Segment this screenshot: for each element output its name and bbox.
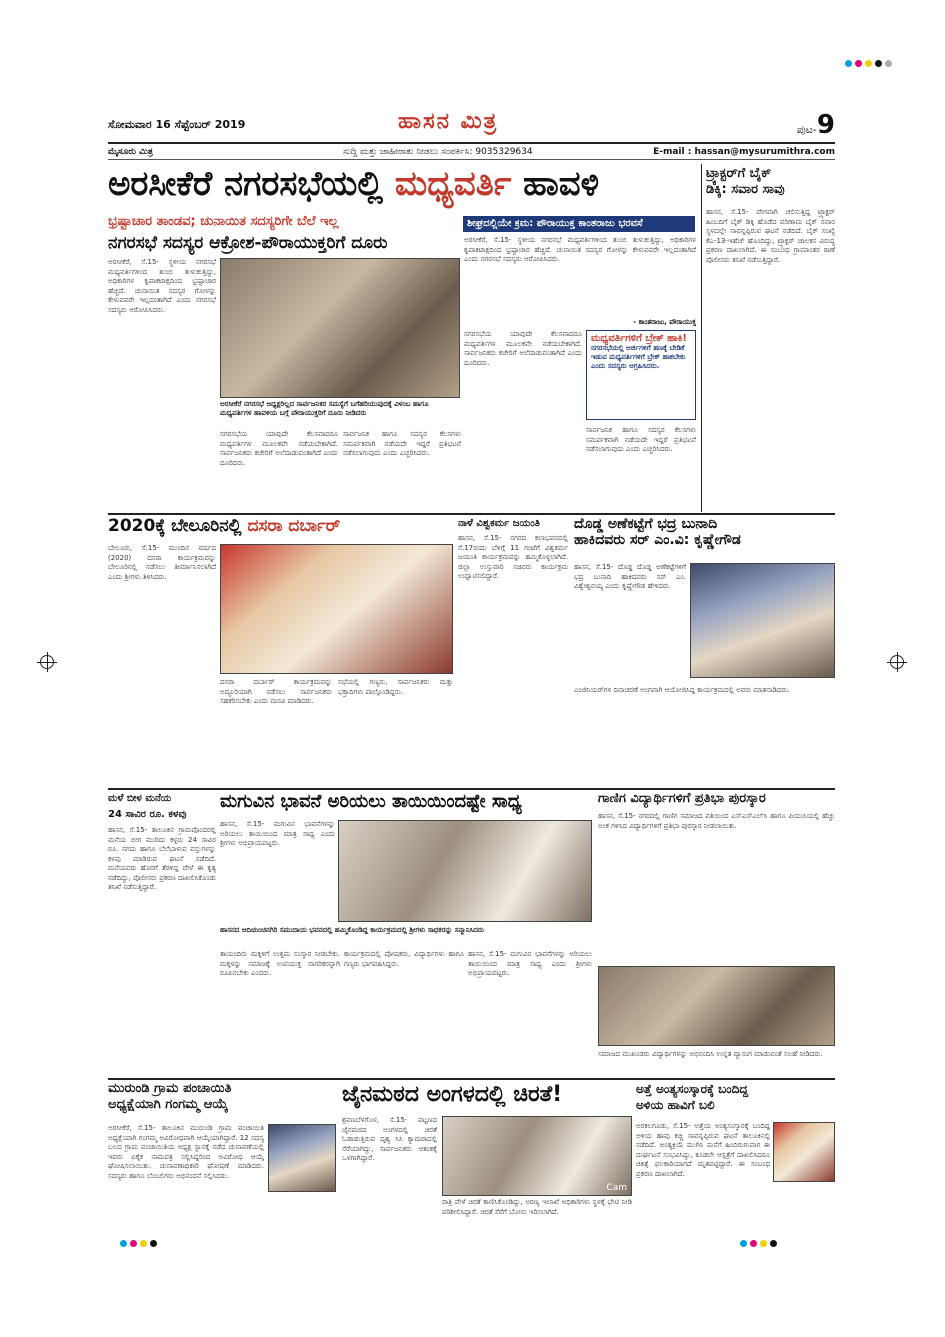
lead-callout: ಮಧ್ಯವರ್ತಿಗಳಿಗೆ ಬ್ರೇಕ್ ಹಾಕಿ! ನಗರಸಭೆಯಲ್ಲಿ ಅರ್ಜಿಗಳಿಗೆ ಹಣಕ್ಕೆ ಬೇಡಿಕೆ ಇಡುವ ಮಧ್ಯವರ್ತಿಗಳಿಗೆ ಬ್ರೇಕ್ ಹಾಕಬೇಕು ಎಂದು ಸದಸ್ಯರು ಆಗ್ರಹಿಸಿದರು.	[586, 330, 696, 420]
lead-body-col5: ನಗರಸಭೆಯ ಯಾವುದೇ ಕೆಲಸವಾದರೂ ಮಧ್ಯವರ್ತಿಗಳ ಮೂಲಕವೇ ನಡೆಯಬೇಕಾಗಿದೆ. ಸಾರ್ವಜನಿಕರು ಕಚೇರಿಗೆ ಅಲೆದಾಡುವಂತಾಗಿದೆ ಎಂದು ದೂರಿದರು.	[464, 330, 582, 367]
cctv-label: Cam	[606, 1183, 627, 1193]
students-body-col2: ಸಮಾಜದ ಮುಖಂಡರು ವಿದ್ಯಾರ್ಥಿಗಳನ್ನು ಅಭಿನಂದಿಸಿ ಉನ್ನತ ವ್ಯಾಸಂಗ ಮಾಡುವಂತೆ ಸಲಹೆ ನೀಡಿದರು.	[598, 1050, 823, 1058]
color-bar-top	[845, 60, 892, 67]
tractor-body: ಹಾಸನ, ಸೆ.15- ವೇಗವಾಗಿ ಚಲಿಸುತ್ತಿದ್ದ ಟ್ರ್ಯಾಕ್ಟರ್ ಹಿಂಬದಿಗೆ ಬೈಕ್ ಡಿಕ್ಕಿ ಹೊಡೆದ ಪರಿಣಾಮ ಬೈಕ್ ಸವಾರ ಸ್ಥಳದಲ್ಲೇ ಸಾವನ್ನಪ್ಪಿರುವ ಘಟನೆ ನಡೆದಿದೆ. ಬೈಕ್ ಸಂಖ್ಯೆ ಕೆಎ-13-ಇಹೆಚ್ ಹೊಂದಿದ್ದು, ಟ್ರ್ಯಾಕ್ಟರ್ ಚಾಲಕನ ವಿರುದ್ಧ ಪ್ರಕರಣ ದಾಖಲಾಗಿದೆ. ಈ ಸಂಬಂಧ ಗ್ರಾಮಾಂತರ ಠಾಣೆ ಪೊಲೀಸರು ತನಿಖೆ ನಡೆಸುತ್ತಿದ್ದಾರೆ.	[706, 208, 835, 264]
contact-strip	[108, 146, 835, 160]
dam-photo	[690, 563, 835, 678]
gangamma-photo	[268, 1124, 336, 1192]
color-bar-bottom	[120, 1240, 157, 1247]
dam-headline: ದೊಡ್ಡ ಅಣೆಕಟ್ಟೆಗೆ ಭದ್ರ ಬುನಾದಿ ಹಾಕಿದವರು ಸರ್ ಎಂ.ವಿ: ಕೃಷ್ಣೇಗೌಡ	[574, 516, 741, 548]
lead-subhead: ನಗರಸಭೆ ಸದಸ್ಯರ ಆಕ್ರೋಶ-ಪೌರಾಯುಕ್ತರಿಗೆ ದೂರು	[108, 233, 388, 253]
child-photo	[338, 820, 592, 922]
leopard-cctv-photo	[442, 1116, 632, 1196]
color-bar-bottom-right	[740, 1240, 777, 1247]
column-divider	[701, 164, 702, 512]
dasara-body-col1: ಬೇಲೂರು, ಸೆ.15- ಮುಂದಿನ ವರ್ಷದ (2020) ದಸರಾ ಕಾರ್ಯಕ್ರಮವನ್ನು ಬೇಲೂರಿನಲ್ಲಿ ನಡೆಸಲು ತೀರ್ಮಾನಿಸಲಾಗಿದೆ ಎಂದು ಶ್ರೀಗಳು ತಿಳಿಸಿದರು.	[108, 544, 216, 581]
lead-photo-caption: ಅರಸೀಕೆರೆ ನಗರಸಭೆ ಅಧ್ಯಕ್ಷರಿಲ್ಲದ ಸಾರ್ವಜನಿಕರ ಸಮಸ್ಯೆಗೆ ಬಗೆಹರಿಯುವುದಕ್ಕೆ ವಿಳಂಬ ಹಾಗೂ ಮಧ್ಯವರ್ತಿಗಳ ಹಾವಳಿಯ ಬಗ್ಗೆ ಪೌರಾಯುಕ್ತರಿಗೆ ದೂರು ನೀಡಿದರು	[220, 400, 429, 417]
page-number: ಪುಟ-9	[796, 110, 835, 140]
registration-mark-left	[40, 655, 54, 669]
contact-number: ಸುದ್ದಿ ಮತ್ತು ಜಾಹೀರಾತು ನೀಡಲು ಸಂಪರ್ಕಿಸಿ: 9035329634	[343, 147, 533, 157]
victim-photo	[773, 1122, 835, 1182]
lead-headline: ಅರಸೀಕೆರೆ ನಗರಸಭೆಯಲ್ಲಿ ಮಧ್ಯವರ್ತಿ ಹಾವಳಿ	[108, 164, 600, 204]
murundi-headline: ಮುರುಂಡಿ ಗ್ರಾಮ ಪಂಚಾಯಿತಿ ಅಧ್ಯಕ್ಷೆಯಾಗಿ ಗಂಗಮ್ಮ ಆಯ್ಕೆ	[108, 1081, 232, 1112]
child-body-col3: ಕಾರ್ಯಕ್ರಮದಲ್ಲಿ ಪೋಷಕರು, ವಿದ್ಯಾರ್ಥಿಗಳು ಹಾಗೂ ಗಣ್ಯರು ಭಾಗವಹಿಸಿದ್ದರು.	[344, 950, 464, 968]
dasara-body-col2: ದಸರಾ ದರ್ಬಾರ್ ಕಾರ್ಯಕ್ರಮವನ್ನು ಅದ್ದೂರಿಯಾಗಿ ನಡೆಸಲು ಸಾರ್ವಜನಿಕರು ಸಹಕರಿಸಬೇಕು ಎಂದು ಮನವಿ ಮಾಡಿದರು.	[220, 678, 332, 705]
jain-headline: ಜೈನಮಠದ ಅಂಗಳದಲ್ಲಿ ಚಿರತೆ!	[342, 1082, 563, 1107]
child-headline: ಮಗುವಿನ ಭಾವನೆ ಅರಿಯಲು ತಾಯಿಯಿಂದಷ್ಟೇ ಸಾಧ್ಯ	[220, 791, 522, 812]
students-headline: ಗಾಣಿಗ ವಿದ್ಯಾರ್ಥಿಗಳಿಗೆ ಪ್ರತಿಭಾ ಪುರಸ್ಕಾರ	[598, 791, 766, 806]
lead-body-col6: ಸಾರ್ವಜನಿಕ ಹಾಗೂ ಸದಸ್ಯರ ಕೆಲಸಗಳು ಸಮರ್ಪಕವಾಗಿ ನಡೆಯದೇ ಇದ್ದರೆ ಪ್ರತಿಭಟನೆ ನಡೆಸಲಾಗುವುದು ಎಂದು ಎಚ್ಚರಿಸಿದರು.	[586, 426, 696, 453]
dasara-photo	[220, 544, 453, 674]
newspaper-page	[108, 108, 835, 1228]
page-header	[108, 108, 835, 144]
theft-headline: ಮಳೆ ಬೀಳ ಮನೆಯ 24 ಸಾವಿರ ರೂ. ಕಳವು	[108, 793, 187, 820]
dasara-headline: 2020ಕ್ಕೆ ಬೇಲೂರಿನಲ್ಲಿ ದಸರಾ ದರ್ಬಾರ್	[108, 516, 341, 536]
vishwakarma-body: ಹಾಸನ, ಸೆ.15- ನಗರದ ಕಲಾಭವನದಲ್ಲಿ ಸೆ.17ರಂದು ಬೆಳಿಗ್ಗೆ 11 ಗಂಟೆಗೆ ವಿಶ್ವಕರ್ಮ ಜಯಂತಿ ಕಾರ್ಯಕ್ರಮವನ್ನು ಹಮ್ಮಿಕೊಳ್ಳಲಾಗಿದೆ. ಜಿಲ್ಲಾ ಉಸ್ತುವಾರಿ ಸಚಿವರು ಕಾರ್ಯಕ್ರಮ ಉದ್ಘಾಟಿಸಲಿದ್ದಾರೆ.	[458, 534, 568, 580]
child-body-col1: ಹಾಸನ, ಸೆ.15- ಮಗುವಿನ ಭಾವನೆಗಳನ್ನು ಅರಿಯಲು ತಾಯಿಯಿಂದ ಮಾತ್ರ ಸಾಧ್ಯ ಎಂದು ಶ್ರೀಗಳು ಅಭಿಪ್ರಾಯಪಟ್ಟರು.	[220, 820, 335, 847]
issue-date: ಸೋಮವಾರ 16 ಸೆಪ್ಟೆಂಬರ್ 2019	[108, 118, 246, 131]
section-rule-1	[108, 513, 835, 515]
dasara-body-col3: ಸಭೆಯಲ್ಲಿ ಗಣ್ಯರು, ಸಾರ್ವಜನಿಕರು ಮತ್ತು ಭಕ್ತಾದಿಗಳು ಪಾಲ್ಗೊಂಡಿದ್ದರು.	[338, 678, 453, 696]
edition-name: ಮೈಸೂರು ಮಿತ್ರ	[108, 147, 153, 157]
jain-body-col1: ಶ್ರವಣಬೆಳಗೊಳ, ಸೆ.15- ಪಟ್ಟಣದ ಜೈನಮಠದ ಅಂಗಳದಲ್ಲಿ ಚಿರತೆ ಓಡಾಡುತ್ತಿರುವ ದೃಶ್ಯ ಸಿಸಿ ಕ್ಯಾಮರಾದಲ್ಲಿ ಸೆರೆಯಾಗಿದ್ದು, ಸಾರ್ವಜನಿಕರು ಆತಂಕಕ್ಕೆ ಒಳಗಾಗಿದ್ದಾರೆ.	[342, 1116, 437, 1162]
section-rule-2	[108, 788, 835, 790]
dam-body-col2: ಎಂಜಿನಿಯರ್‌ಗಳ ದಿನಾಚರಣೆ ಅಂಗವಾಗಿ ಆಯೋಜಿಸಿದ್ದ ಕಾರ್ಯಕ್ರಮದಲ್ಲಿ ಅವರು ಮಾತನಾಡಿದರು.	[574, 686, 790, 694]
contact-email: E-mail : hassan@mysurumithra.com	[653, 147, 835, 157]
dam-body-col1: ಹಾಸನ, ಸೆ.15- ದೊಡ್ಡ ದೊಡ್ಡ ಅಣೆಕಟ್ಟೆಗಳಿಗೆ ಭದ್ರ ಬುನಾದಿ ಹಾಕಿದವರು ಸರ್ ಎಂ. ವಿಶ್ವೇಶ್ವರಯ್ಯ ಎಂದು ಕೃಷ್ಣೇಗೌಡ ಹೇಳಿದರು.	[574, 563, 686, 590]
lead-kicker: ಭ್ರಷ್ಟಾಚಾರ ತಾಂಡವ; ಚುನಾಯಿತ ಸದಸ್ಯರಿಗೇ ಬೆಲೆ ಇಲ್ಲ	[108, 214, 339, 229]
snake-body: ಅರಕಲಗೂಡು, ಸೆ.15- ಅತ್ತೆಯ ಅಂತ್ಯಸಂಸ್ಕಾರಕ್ಕೆ ಬಂದಿದ್ದ ಅಳಿಯ ಹಾವು ಕಚ್ಚಿ ಸಾವನ್ನಪ್ಪಿರುವ ಘಟನೆ ತಾಲೂಕಿನಲ್ಲಿ ನಡೆದಿದೆ. ಅಂತ್ಯಕ್ರಿಯೆ ಮುಗಿಸಿ ಮನೆಗೆ ಹಿಂದಿರುಗುವಾಗ ಈ ದುರ್ಘಟನೆ ಸಂಭವಿಸಿದ್ದು, ಕೂಡಲೇ ಆಸ್ಪತ್ರೆಗೆ ದಾಖಲಿಸಿದರೂ ಚಿಕಿತ್ಸೆ ಫಲಕಾರಿಯಾಗದೆ ಮೃತಪಟ್ಟಿದ್ದಾರೆ. ಈ ಸಂಬಂಧ ಪ್ರಕರಣ ದಾಖಲಾಗಿದೆ.	[636, 1122, 770, 1178]
lead-body-col3: ಸಾರ್ವಜನಿಕ ಹಾಗೂ ಸದಸ್ಯರ ಕೆಲಸಗಳು ಸಮರ್ಪಕವಾಗಿ ನಡೆಯದೇ ಇದ್ದರೆ ಪ್ರತಿಭಟನೆ ನಡೆಸಲಾಗುವುದು ಎಂದು ಎಚ್ಚರಿಸಿದರು.	[343, 430, 461, 457]
child-body-col2: ತಾಯಂದಿರು ಮಕ್ಕಳಿಗೆ ಉತ್ತಮ ಸಂಸ್ಕಾರ ನೀಡಬೇಕು. ಮಕ್ಕಳನ್ನು ಸಮಾಜಕ್ಕೆ ಉಪಯುಕ್ತ ನಾಗರಿಕರನ್ನಾಗಿ ರೂಪಿಸಬೇಕು ಎಂದರು.	[220, 950, 340, 977]
section-rule-3	[108, 1078, 835, 1080]
snake-headline: ಅತ್ತೆ ಅಂತ್ಯಸಂಸ್ಕಾರಕ್ಕೆ ಬಂದಿದ್ದ ಅಳಿಯ ಹಾವಿಗೆ ಬಲಿ	[636, 1082, 749, 1112]
lead-byline: - ಕಾಂತರಾಜು, ಪೌರಾಯುಕ್ತ	[633, 318, 696, 326]
theft-body: ಹಾಸನ, ಸೆ.15- ತಾಲೂಕಿನ ಗ್ರಾಮವೊಂದರಲ್ಲಿ ಮನೆಯ ಬೀಗ ಮುರಿದು ಕಳ್ಳರು 24 ಸಾವಿರ ರೂ. ನಗದು ಹಾಗೂ ಬೆಲೆಬಾಳುವ ವಸ್ತುಗಳನ್ನು ಕಳವು ಮಾಡಿರುವ ಘಟನೆ ನಡೆದಿದೆ. ಮನೆಯವರು ಹೊರಗೆ ತೆರಳಿದ್ದ ವೇಳೆ ಈ ಕೃತ್ಯ ನಡೆದಿದ್ದು, ಪೊಲೀಸರು ಪ್ರಕರಣ ದಾಖಲಿಸಿಕೊಂಡು ತನಿಖೆ ನಡೆಸುತ್ತಿದ್ದಾರೆ.	[108, 826, 216, 891]
vishwakarma-headline: ನಾಳೆ ವಿಶ್ವಕರ್ಮ ಜಯಂತಿ	[458, 518, 540, 529]
child-body-col4: ಹಾಸನ, ಸೆ.15- ಮಗುವಿನ ಭಾವನೆಗಳನ್ನು ಅರಿಯಲು ತಾಯಿಯಿಂದ ಮಾತ್ರ ಸಾಧ್ಯ ಎಂದು ಶ್ರೀಗಳು ಅಭಿಪ್ರಾಯಪಟ್ಟರು.	[468, 950, 592, 977]
lead-body-col4: ಅರಸೀಕೆರೆ, ಸೆ.15- ಸ್ಥಳೀಯ ನಗರಸಭೆ ಮಧ್ಯವರ್ತಿಗಳಿಂದ ತುಂಬಿ ತುಳುಕುತ್ತಿದ್ದು, ಅಧಿಕಾರಿಗಳ ಕೃಪಾಕಟಾಕ್ಷದಿಂದ ಭ್ರಷ್ಟಾಚಾರ ಹೆಚ್ಚಿದೆ. ಚುನಾಯಿತ ಸದಸ್ಯರ ಗೋಳನ್ನು ಕೇಳುವವರೇ ಇಲ್ಲದಂತಾಗಿದೆ ಎಂದು ನಗರಸಭೆ ಸದಸ್ಯರು ಆರೋಪಿಸಿದರು.	[464, 236, 696, 263]
lead-photo	[220, 258, 460, 398]
students-body-col1: ಹಾಸನ, ಸೆ.15- ನಗರದಲ್ಲಿ ಗಾಣಿಗ ಸಮಾಜದ ವತಿಯಿಂದ ಎಸ್ಎಸ್ಎಲ್‌ಸಿ ಹಾಗೂ ಪಿಯುಸಿಯಲ್ಲಿ ಹೆಚ್ಚು ಅಂಕ ಗಳಿಸಿದ ವಿದ್ಯಾರ್ಥಿಗಳಿಗೆ ಪ್ರತಿಭಾ ಪುರಸ್ಕಾರ ನೀಡಲಾಯಿತು.	[598, 812, 835, 830]
registration-mark-right	[890, 655, 904, 669]
lead-banner: ಶೀಘ್ರದಲ್ಲಿಯೇ ಕ್ರಮ: ಪೌರಾಯುಕ್ತ ಕಾಂತರಾಜು ಭರವಸೆ	[463, 216, 695, 232]
lead-body-col1: ಅರಸೀಕೆರೆ, ಸೆ.15- ಸ್ಥಳೀಯ ನಗರಸಭೆ ಮಧ್ಯವರ್ತಿಗಳಿಂದ ತುಂಬಿ ತುಳುಕುತ್ತಿದ್ದು, ಅಧಿಕಾರಿಗಳ ಕೃಪಾಕಟಾಕ್ಷದಿಂದ ಭ್ರಷ್ಟಾಚಾರ ಹೆಚ್ಚಿದೆ. ಚುನಾಯಿತ ಸದಸ್ಯರ ಗೋಳನ್ನು ಕೇಳುವವರೇ ಇಲ್ಲದಂತಾಗಿದೆ ಎಂದು ನಗರಸಭೆ ಸದಸ್ಯರು ಆರೋಪಿಸಿದರು.	[108, 258, 216, 314]
jain-body-col2: ರಾತ್ರಿ ವೇಳೆ ಚಿರತೆ ಕಾಣಿಸಿಕೊಂಡಿದ್ದು, ಅರಣ್ಯ ಇಲಾಖೆ ಅಧಿಕಾರಿಗಳು ಸ್ಥಳಕ್ಕೆ ಭೇಟಿ ನೀಡಿ ಪರಿಶೀಲಿಸಿದ್ದಾರೆ. ಚಿರತೆ ಸೆರೆಗೆ ಬೋನು ಇರಿಸಲಾಗಿದೆ.	[442, 1198, 632, 1216]
lead-body-col2: ನಗರಸಭೆಯ ಯಾವುದೇ ಕೆಲಸವಾದರೂ ಮಧ್ಯವರ್ತಿಗಳ ಮೂಲಕವೇ ನಡೆಯಬೇಕಾಗಿದೆ. ಸಾರ್ವಜನಿಕರು ಕಚೇರಿಗೆ ಅಲೆದಾಡುವಂತಾಗಿದೆ ಎಂದು ದೂರಿದರು.	[220, 430, 338, 467]
masthead: ಹಾಸನ ಮಿತ್ರ	[398, 108, 499, 134]
tractor-headline: ಟ್ರ್ಯಾಕ್ಟರ್‌ಗೆ ಬೈಕ್ ಡಿಕ್ಕಿ: ಸವಾರ ಸಾವು	[706, 166, 785, 197]
students-photo	[598, 966, 835, 1046]
murundi-body: ಅರಸೀಕೆರೆ, ಸೆ.15- ತಾಲೂಕಿನ ಮುರುಂಡಿ ಗ್ರಾಮ ಪಂಚಾಯಿತಿ ಅಧ್ಯಕ್ಷೆಯಾಗಿ ಗಂಗಮ್ಮ ಅವಿರೋಧವಾಗಿ ಆಯ್ಕೆಯಾಗಿದ್ದಾರೆ. 12 ಸದಸ್ಯ ಬಲದ ಗ್ರಾಮ ಪಂಚಾಯಿತಿಯ ಅಧ್ಯಕ್ಷ ಸ್ಥಾನಕ್ಕೆ ನಡೆದ ಚುನಾವಣೆಯಲ್ಲಿ ಇವರು ಏಕೈಕ ನಾಮಪತ್ರ ಸಲ್ಲಿಸಿದ್ದರಿಂದ ಅವಿರೋಧ ಆಯ್ಕೆ ಘೋಷಿಸಲಾಯಿತು. ಚುನಾವಣಾಧಿಕಾರಿ ಘೋಷಣೆ ಮಾಡಿದರು. ಸದಸ್ಯರು ಹಾಗೂ ಬೆಂಬಲಿಗರು ಅಭಿನಂದನೆ ಸಲ್ಲಿಸಿದರು.	[108, 1124, 264, 1180]
child-photo-caption: ಹಾಸನದ ಆದಿಚುಂಚನಗಿರಿ ಸಮುದಾಯ ಭವನದಲ್ಲಿ ಹಮ್ಮಿಕೊಂಡಿದ್ದ ಕಾರ್ಯಕ್ರಮದಲ್ಲಿ ಶ್ರೀಗಳು ಸಾಧಕರನ್ನು ಸನ್ಮಾನಿಸಿದರು	[220, 926, 484, 934]
